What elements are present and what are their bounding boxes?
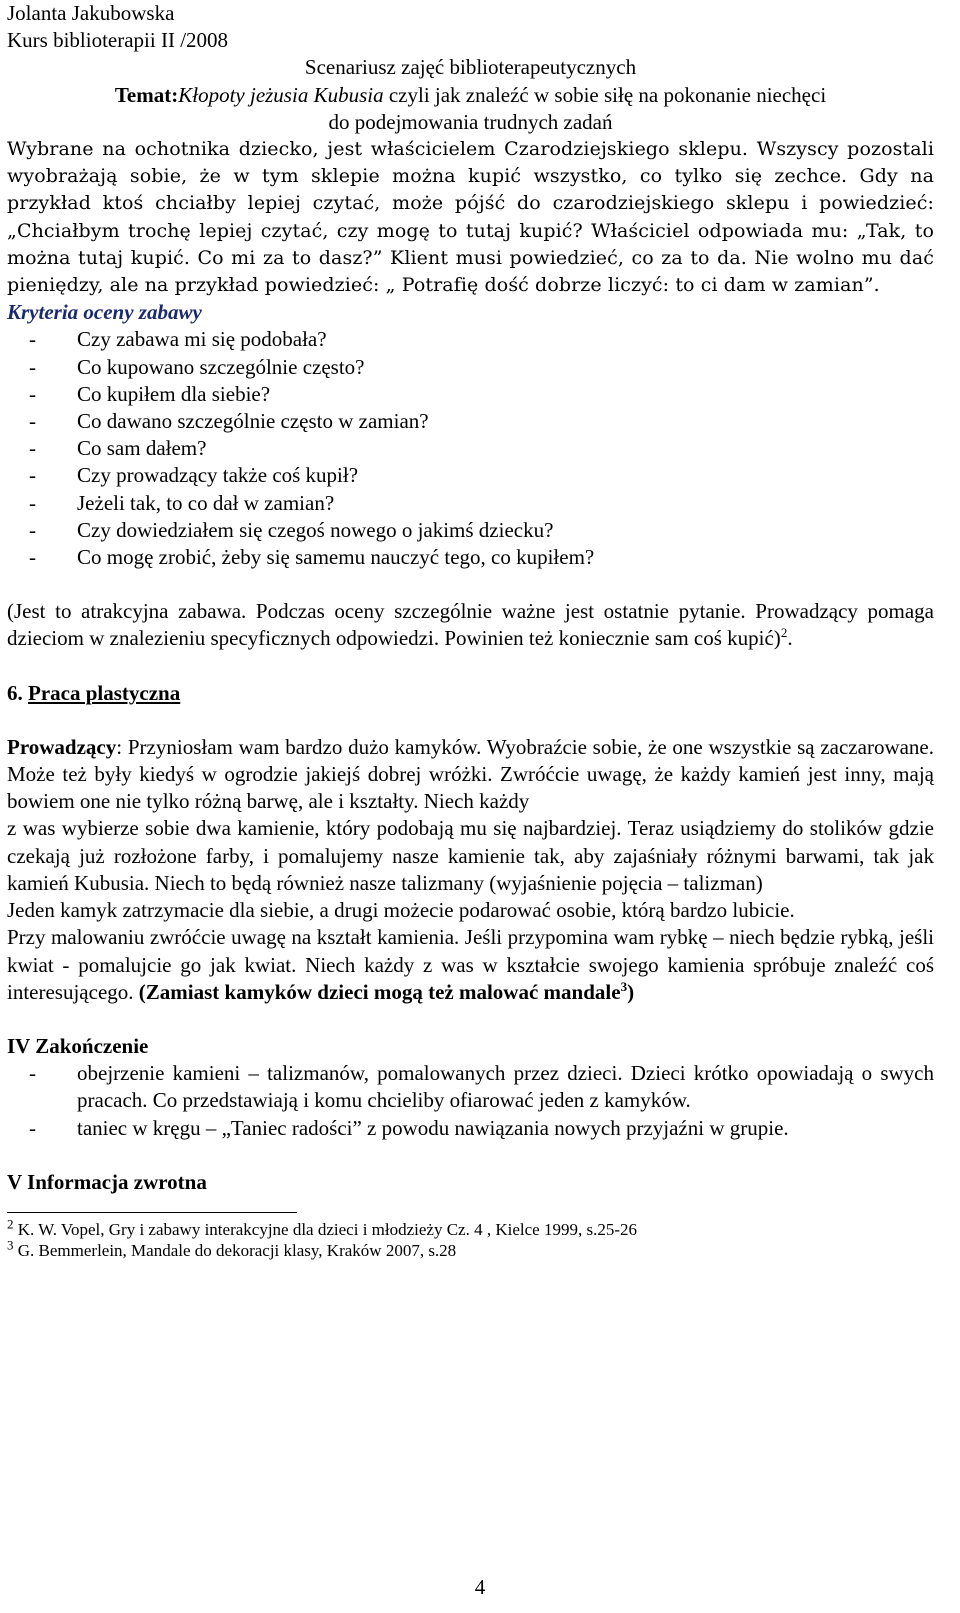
- topic-line-2: do podejmowania trudnych zadań: [328, 109, 613, 134]
- footnote-3: $^3$ G. Bemmerlein, Mandale do dekoracji klasy, Kraków 2007, s.28: [7, 1237, 457, 1260]
- topic-label: Temat:: [114, 82, 179, 107]
- footnote-ref-2: 2: [780, 625, 788, 641]
- topic-rest: czyli jak znaleźć w sobie siłę na pokonanie niechęci: [383, 82, 827, 107]
- section-6-paragraph-1: Prowadzący: Przyniosłam wam bardzo dużo kamyków. Wyobraźcie sobie, że one wszystkie są zaczarowane. Może też były kiedyś w ogrodzie jakiejś dobrej wróżki. Zwróćcie uwagę, że każdy kamień jest inny, mają bowiem one nie tylko różną barwę, ale i kształty. Niech każdy: [7, 734, 934, 814]
- section-6-title: Praca plastyczna: [28, 680, 181, 705]
- list-item: - Jeżeli tak, to co dał w zamian?: [29, 490, 934, 517]
- list-item: - Czy dowiedziałem się czegoś nowego o jakimś dziecku?: [29, 517, 934, 544]
- page-number: 4: [474, 1575, 486, 1599]
- scenario-title: Scenariusz zajęć biblioterapeutycznych: [304, 55, 637, 80]
- topic-italic-title: Kłopoty jeżusia Kubusia: [178, 82, 384, 107]
- section-iv-list: [7, 1060, 934, 1142]
- footnote-ref-3: 3: [620, 978, 628, 994]
- list-item: - Co sam dałem?: [29, 435, 934, 462]
- section-iv-title: IV Zakończenie: [7, 1033, 149, 1058]
- course-name: Kurs biblioterapii II /2008: [7, 28, 229, 53]
- leader-label: Prowadzący: [7, 734, 117, 759]
- footnote-2: $^2$ K. W. Vopel, Gry i zabawy interakcyjne dla dzieci i młodzieży Cz. 4 , Kielce 1999, s.25-26: [7, 1216, 637, 1239]
- author-name: Jolanta Jakubowska: [7, 1, 175, 25]
- criteria-list: [7, 326, 934, 571]
- topic-line: [7, 82, 934, 109]
- section-6-paragraph-3: Jeden kamyk zatrzymacie dla siebie, a drugi możecie podarować osobie, którą bardzo lubicie.: [7, 898, 795, 923]
- list-item: - taniec w kręgu – „Taniec radości” z powodu nawiązania nowych przyjaźni w grupie.: [29, 1115, 934, 1142]
- list-item: - Czy prowadzący także coś kupił?: [29, 462, 934, 489]
- list-item: - Czy zabawa mi się podobała?: [29, 326, 934, 353]
- list-item: - Co mogę zrobić, żeby się samemu nauczyć tego, co kupiłem?: [29, 544, 934, 571]
- footnote-divider: [7, 1212, 297, 1213]
- section-6-paragraph-2: z was wybierze sobie dwa kamienie, który podobają mu się najbardziej. Teraz usiądziemy do stolików gdzie czekają już rozłożone farby, i pomalujemy nasze kamienie tak, aby zajaśniały różnymi barwami, tak jak kamień Kubusia. Niech to będą również nasze talizmany (wyjaśnienie pojęcia – talizman): [7, 816, 934, 895]
- list-item: - Co kupiłem dla siebie?: [29, 381, 934, 408]
- list-item: - Co dawano szczególnie często w zamian?: [29, 408, 934, 435]
- list-item: - Co kupowano szczególnie często?: [29, 354, 934, 381]
- section-6-heading: 6. Praca plastyczna: [7, 680, 181, 705]
- intro-paragraph: Wybrane na ochotnika dziecko, jest właścicielem Czarodziejskiego sklepu. Wszyscy pozostali wyobrażają sobie, że w tym sklepie można kupić wszystko, co tylko się zechce. Gdy na przykład ktoś chciałby lepiej czytać, może pójść do czarodziejskiego sklepu i powiedzieć: „Chciałbym trochę lepiej czytać, czy mogę to tutaj kupić? Właściciel odpowiada mu: „Tak, to można tutaj kupić. Co mi za to dasz?” Klient musi powiedzieć, co za to da. Nie wolno mu dać pieniędzy, ale na przykład powiedzieć: „ Potrafię dość dobrze liczyć: to ci dam w zamian”.: [7, 138, 934, 297]
- criteria-heading: Kryteria oceny zabawy: [7, 300, 202, 325]
- section-6-paragraph-4: Przy malowaniu zwróćcie uwagę na kształt kamienia. Jeśli przypomina wam rybkę – niech będzie rybką, jeśli kwiat - pomalujcie go jak kwiat. Niech każdy z was w kształcie swojego kamienia spróbuje znaleźć coś interesującego. (Zamiast kamyków dzieci mogą też malować mandale$^3$): [7, 925, 934, 1004]
- section-v-title: V Informacja zwrotna: [7, 1169, 207, 1194]
- criteria-note: (Jest to atrakcyjna zabawa. Podczas oceny szczególnie ważne jest ostatnie pytanie. Prowadzący pomaga dzieciom w znalezieniu specyficznych odpowiedzi. Powinien też koniecznie sam coś kupić)$^2$.: [7, 599, 934, 651]
- list-item: - obejrzenie kamieni – talizmanów, pomalowanych przez dzieci. Dzieci krótko opowiadają o swych pracach. Co przedstawiają i komu chcieliby ofiarować jeden z kamyków.: [29, 1060, 934, 1114]
